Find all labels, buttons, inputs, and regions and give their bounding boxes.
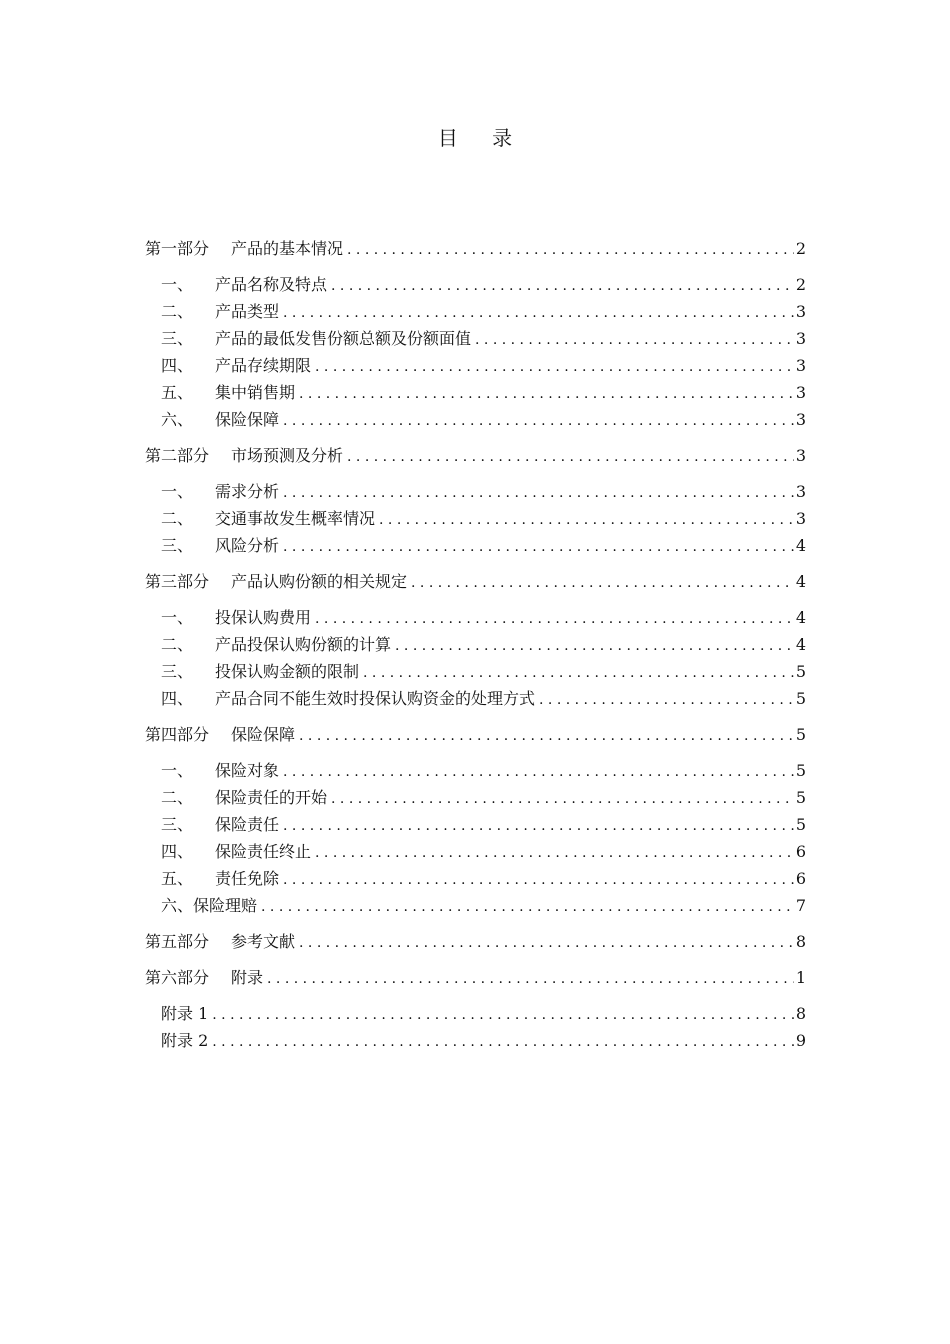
toc-page-number: 2 bbox=[795, 275, 806, 294]
toc-entry-text bbox=[161, 407, 279, 432]
toc-entry-label: 产品合同不能生效时投保认购资金的处理方式 bbox=[215, 689, 536, 708]
toc-entry-label: 产品类型 bbox=[215, 302, 280, 321]
toc-entry-number: 二、 bbox=[161, 509, 194, 528]
toc-part-entry[interactable] bbox=[145, 236, 806, 263]
toc-section-entry[interactable] bbox=[145, 866, 806, 893]
toc-entry-label: 产品投保认购份额的计算 bbox=[215, 635, 392, 654]
toc-leader-dots bbox=[299, 382, 794, 407]
toc-entry-number: 二、 bbox=[161, 635, 194, 654]
toc-entry-number: 三、 bbox=[161, 536, 194, 555]
toc-entry-text bbox=[161, 866, 279, 891]
toc-section-entry[interactable] bbox=[145, 506, 806, 533]
toc-page-number: 5 bbox=[795, 725, 806, 744]
toc-leader-dots bbox=[283, 535, 794, 560]
toc-entry-label: 责任免除 bbox=[215, 869, 280, 888]
toc-leader-dots bbox=[212, 1030, 794, 1055]
toc-entry-label: 产品存续期限 bbox=[215, 356, 312, 375]
toc-leader-dots bbox=[299, 724, 794, 749]
toc-section-entry[interactable] bbox=[145, 326, 806, 353]
toc-leader-dots bbox=[411, 571, 794, 596]
toc-entry-number: 四、 bbox=[161, 842, 194, 861]
toc-page-number: 5 bbox=[795, 662, 806, 681]
toc-section-entry[interactable] bbox=[145, 479, 806, 506]
toc-entry-label: 保险对象 bbox=[215, 761, 280, 780]
toc-page-number: 5 bbox=[795, 761, 806, 780]
toc-page-number: 7 bbox=[795, 896, 806, 915]
toc-entry-text bbox=[161, 686, 535, 711]
toc-entry-label: 风险分析 bbox=[215, 536, 280, 555]
toc-section-entry[interactable] bbox=[145, 299, 806, 326]
toc-entry-label: 交通事故发生概率情况 bbox=[215, 509, 376, 528]
toc-leader-dots bbox=[283, 301, 794, 326]
toc-entry-number: 三、 bbox=[161, 662, 194, 681]
toc-entry-label: 附录 bbox=[231, 968, 264, 987]
toc-leader-dots bbox=[283, 409, 794, 434]
table-of-contents bbox=[145, 236, 806, 1055]
toc-section-entry[interactable] bbox=[145, 272, 806, 299]
toc-part-entry[interactable] bbox=[145, 443, 806, 470]
toc-leader-dots bbox=[283, 760, 794, 785]
toc-leader-dots bbox=[315, 355, 794, 380]
toc-entry-label: 保险保障 bbox=[215, 410, 280, 429]
toc-section-entry[interactable] bbox=[145, 380, 806, 407]
toc-leader-dots bbox=[379, 508, 794, 533]
toc-leader-dots bbox=[283, 814, 794, 839]
toc-entry-number: 三、 bbox=[161, 329, 194, 348]
toc-entry-number: 六、 bbox=[161, 410, 194, 429]
toc-entry-text bbox=[161, 272, 327, 297]
toc-page-number: 4 bbox=[795, 608, 806, 627]
toc-entry-number: 五、 bbox=[161, 869, 194, 888]
toc-page-number: 3 bbox=[795, 383, 806, 402]
toc-entry-text bbox=[161, 299, 279, 324]
toc-entry-label: 保险责任的开始 bbox=[215, 788, 328, 807]
toc-entry-label: 市场预测及分析 bbox=[231, 446, 344, 465]
toc-section-entry[interactable] bbox=[145, 686, 806, 713]
toc-leader-dots bbox=[267, 967, 794, 992]
toc-entry-text bbox=[145, 965, 263, 990]
toc-leader-dots bbox=[283, 481, 794, 506]
toc-leader-dots bbox=[395, 634, 794, 659]
toc-leader-dots bbox=[331, 787, 794, 812]
toc-section-entry[interactable] bbox=[145, 605, 806, 632]
toc-page-number: 4 bbox=[795, 536, 806, 555]
toc-page-number: 3 bbox=[795, 446, 806, 465]
toc-leader-dots bbox=[331, 274, 794, 299]
toc-entry-label: 保险保障 bbox=[231, 725, 296, 744]
toc-entry-number: 三、 bbox=[161, 815, 194, 834]
toc-page-number: 3 bbox=[795, 302, 806, 321]
toc-entry-label: 投保认购金额的限制 bbox=[215, 662, 360, 681]
toc-entry-text bbox=[145, 569, 407, 594]
toc-entry-label: 附录 2 bbox=[161, 1031, 209, 1050]
toc-page-number: 3 bbox=[795, 509, 806, 528]
toc-entry-number: 一、 bbox=[161, 608, 194, 627]
toc-entry-number: 一、 bbox=[161, 482, 194, 501]
toc-part-entry[interactable] bbox=[145, 569, 806, 596]
toc-leader-dots bbox=[475, 328, 794, 353]
toc-entry-number: 第六部分 bbox=[145, 968, 210, 987]
toc-page-number: 4 bbox=[795, 572, 806, 591]
toc-part-entry[interactable] bbox=[145, 965, 806, 992]
toc-entry-number: 第四部分 bbox=[145, 725, 210, 744]
toc-entry-text bbox=[161, 326, 471, 351]
toc-section-entry[interactable] bbox=[145, 407, 806, 434]
toc-entry-label: 产品的最低发售份额总额及份额面值 bbox=[215, 329, 472, 348]
toc-entry-text bbox=[145, 929, 295, 954]
toc-entry-text bbox=[161, 812, 279, 837]
toc-entry-label: 需求分析 bbox=[215, 482, 280, 501]
toc-entry-label: 保险责任终止 bbox=[215, 842, 312, 861]
toc-entry-text bbox=[145, 443, 343, 468]
toc-section-entry[interactable] bbox=[145, 839, 806, 866]
toc-page-number: 8 bbox=[795, 932, 806, 951]
toc-entry-text bbox=[145, 722, 295, 747]
toc-page-number: 6 bbox=[795, 869, 806, 888]
toc-entry-text bbox=[161, 605, 311, 630]
toc-entry-number: 二、 bbox=[161, 788, 194, 807]
toc-page-number: 5 bbox=[795, 815, 806, 834]
toc-page-number: 4 bbox=[795, 635, 806, 654]
toc-entry-number: 第一部分 bbox=[145, 239, 210, 258]
toc-entry-number: 四、 bbox=[161, 689, 194, 708]
page-title: 目 录 bbox=[437, 126, 527, 150]
toc-section-entry[interactable] bbox=[145, 632, 806, 659]
toc-leader-dots bbox=[539, 688, 794, 713]
toc-entry-label: 保险理赔 bbox=[193, 896, 258, 915]
toc-entry-text bbox=[161, 632, 391, 657]
toc-entry-text bbox=[161, 659, 359, 684]
toc-leader-dots bbox=[261, 895, 794, 920]
toc-entry-text bbox=[161, 506, 375, 531]
toc-entry-text bbox=[161, 1028, 208, 1053]
toc-entry-number: 四、 bbox=[161, 356, 194, 375]
toc-entry-text bbox=[161, 839, 311, 864]
toc-leader-dots bbox=[315, 841, 794, 866]
toc-entry-text bbox=[161, 785, 327, 810]
toc-section-entry[interactable] bbox=[145, 785, 806, 812]
toc-section-entry[interactable] bbox=[145, 758, 806, 785]
toc-section-entry[interactable] bbox=[145, 659, 806, 686]
toc-entry-text bbox=[161, 479, 279, 504]
toc-page-number: 2 bbox=[795, 239, 806, 258]
toc-entry-label: 附录 1 bbox=[161, 1004, 209, 1023]
toc-leader-dots bbox=[283, 868, 794, 893]
toc-entry-label: 参考文献 bbox=[231, 932, 296, 951]
toc-entry-text bbox=[161, 1001, 208, 1026]
toc-section-entry[interactable] bbox=[145, 893, 806, 920]
toc-section-entry[interactable] bbox=[145, 533, 806, 560]
toc-entry-text bbox=[145, 236, 343, 261]
toc-section-entry[interactable] bbox=[145, 1028, 806, 1055]
toc-section-entry[interactable] bbox=[145, 1001, 806, 1028]
toc-leader-dots bbox=[363, 661, 794, 686]
toc-page-number: 3 bbox=[795, 410, 806, 429]
toc-entry-number: 六、 bbox=[161, 896, 194, 915]
toc-page-number: 3 bbox=[795, 356, 806, 375]
toc-section-entry[interactable] bbox=[145, 353, 806, 380]
toc-leader-dots bbox=[299, 931, 794, 956]
toc-page-number: 3 bbox=[795, 329, 806, 348]
toc-page-number: 3 bbox=[795, 482, 806, 501]
toc-entry-label: 产品的基本情况 bbox=[231, 239, 344, 258]
toc-entry-text bbox=[161, 533, 279, 558]
toc-entry-number: 一、 bbox=[161, 761, 194, 780]
toc-page-number: 5 bbox=[795, 689, 806, 708]
toc-entry-label: 产品认购份额的相关规定 bbox=[231, 572, 408, 591]
toc-page-number: 6 bbox=[795, 842, 806, 861]
toc-page-number: 1 bbox=[795, 968, 806, 987]
toc-entry-text bbox=[161, 380, 295, 405]
toc-part-entry[interactable] bbox=[145, 722, 806, 749]
toc-entry-text bbox=[161, 893, 257, 918]
toc-section-entry[interactable] bbox=[145, 812, 806, 839]
toc-page-number: 8 bbox=[795, 1004, 806, 1023]
toc-page-number: 9 bbox=[795, 1031, 806, 1050]
toc-leader-dots bbox=[212, 1003, 794, 1028]
toc-entry-text bbox=[161, 353, 311, 378]
toc-entry-number: 第五部分 bbox=[145, 932, 210, 951]
toc-entry-number: 第二部分 bbox=[145, 446, 210, 465]
toc-entry-label: 保险责任 bbox=[215, 815, 280, 834]
toc-part-entry[interactable] bbox=[145, 929, 806, 956]
toc-entry-number: 二、 bbox=[161, 302, 194, 321]
toc-entry-number: 第三部分 bbox=[145, 572, 210, 591]
toc-leader-dots bbox=[315, 607, 794, 632]
toc-entry-number: 一、 bbox=[161, 275, 194, 294]
toc-leader-dots bbox=[347, 238, 794, 263]
toc-entry-label: 投保认购费用 bbox=[215, 608, 312, 627]
toc-page-number: 5 bbox=[795, 788, 806, 807]
toc-entry-label: 产品名称及特点 bbox=[215, 275, 328, 294]
toc-entry-text bbox=[161, 758, 279, 783]
toc-entry-label: 集中销售期 bbox=[215, 383, 296, 402]
toc-leader-dots bbox=[347, 445, 794, 470]
toc-entry-number: 五、 bbox=[161, 383, 194, 402]
